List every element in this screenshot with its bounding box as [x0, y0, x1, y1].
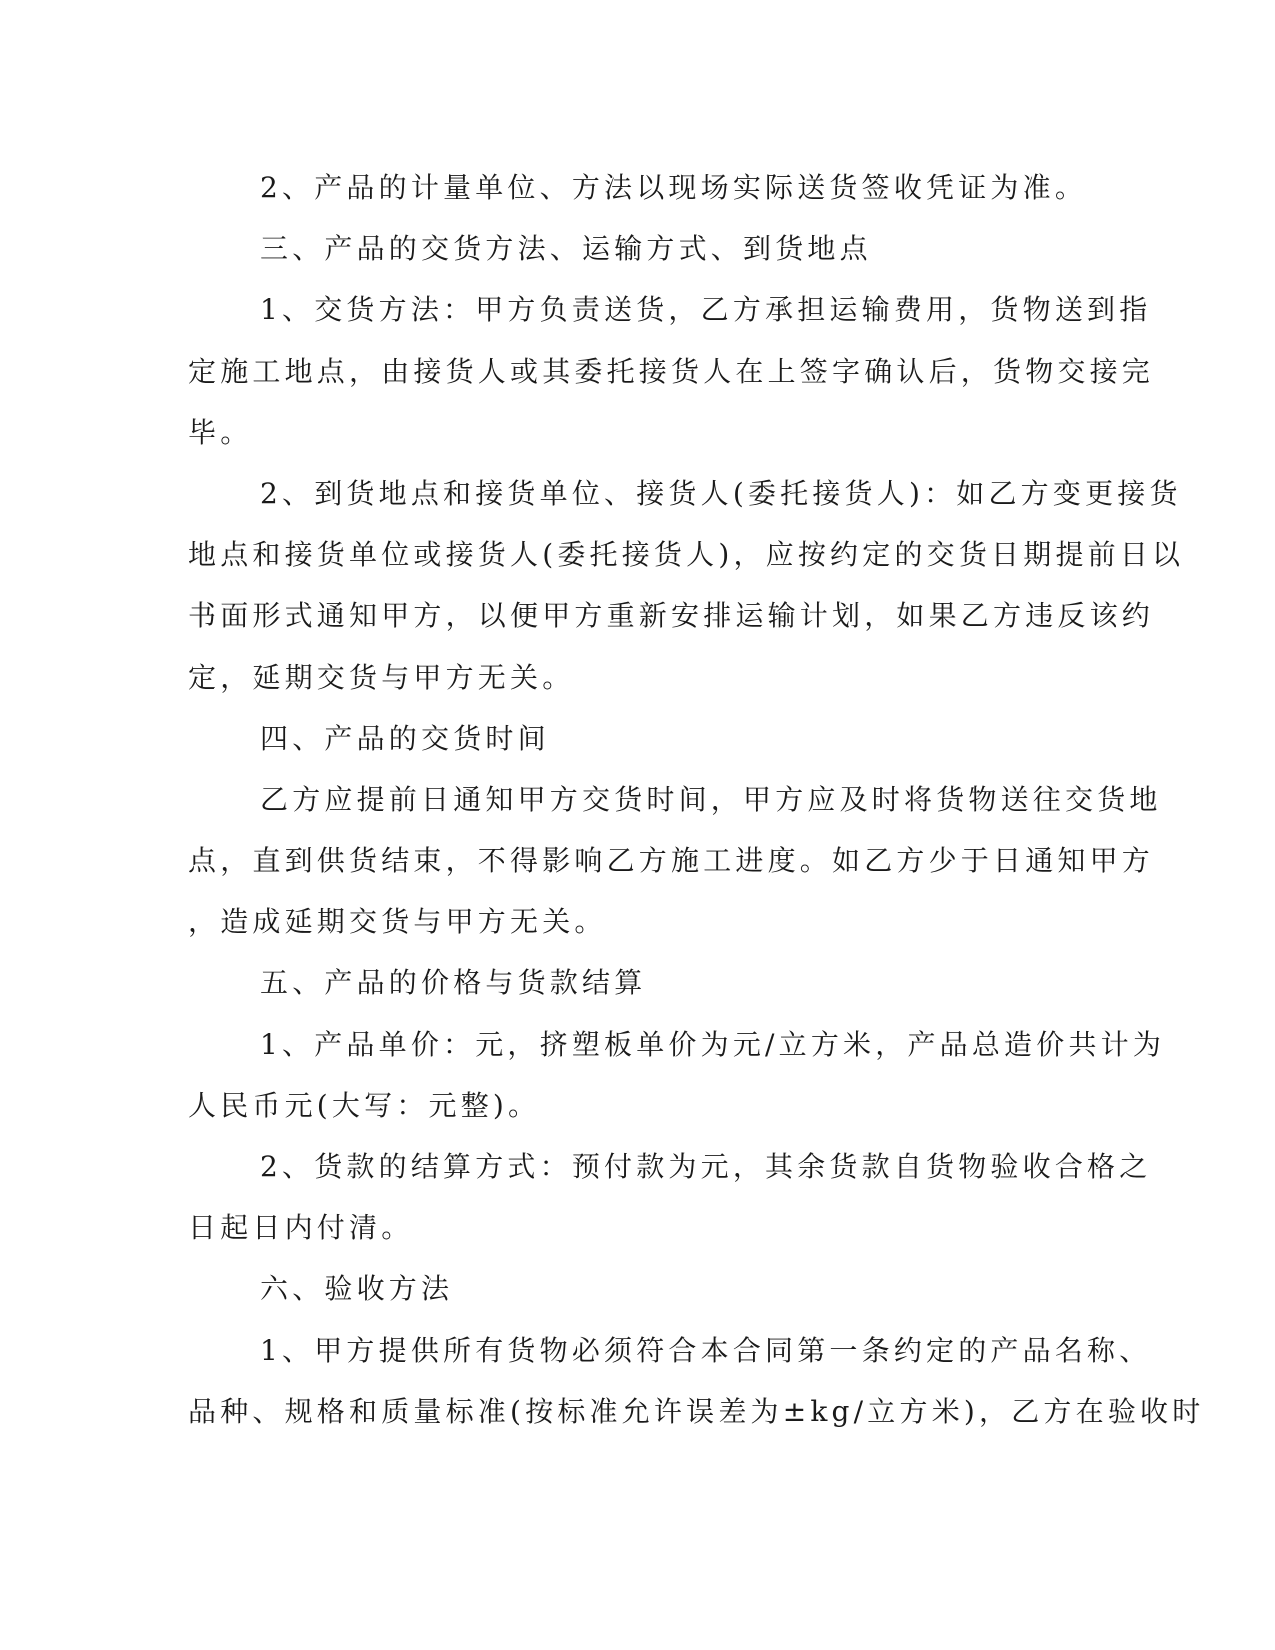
clause-1-unit-price-end: 人民币元(大写：元整)。 [188, 1088, 541, 1122]
section-heading-4: 四、产品的交货时间 [260, 721, 550, 755]
section-heading-5: 五、产品的价格与货款结算 [260, 966, 647, 1000]
clause-1-delivery-method-cont: 定施工地点，由接货人或其委托接货人在上签字确认后，货物交接完 [188, 354, 1155, 388]
section-heading-3: 三、产品的交货方法、运输方式、到货地点 [260, 232, 872, 266]
clause-2-delivery-location-cont-2: 书面形式通知甲方，以便甲方重新安排运输计划，如果乙方违反该约 [188, 599, 1155, 633]
clause-1-delivery-method: 1、交货方法：甲方负责送货，乙方承担运输费用，货物送到指 [260, 293, 1152, 327]
clause-2-settlement: 2、货款的结算方式：预付款为元，其余货款自货物验收合格之 [260, 1150, 1152, 1183]
clause-2-delivery-location-cont-1: 地点和接货单位或接货人(委托接货人)，应按约定的交货日期提前日以 [188, 538, 1185, 572]
clause-1-acceptance: 1、甲方提供所有货物必须符合本合同第一条约定的产品名称、 [260, 1333, 1152, 1367]
clause-2-settlement-end: 日起日内付清。 [188, 1211, 414, 1245]
clause-2-delivery-location-end: 定，延期交货与甲方无关。 [188, 660, 575, 694]
section-heading-6: 六、验收方法 [260, 1272, 454, 1306]
clause-delivery-time-end: ，造成延期交货与甲方无关。 [188, 905, 607, 939]
clause-2-measurement: 2、产品的计量单位、方法以现场实际送货签收凭证为准。 [260, 171, 1088, 204]
clause-delivery-time-cont: 点，直到供货结束，不得影响乙方施工进度。如乙方少于日通知甲方 [188, 844, 1155, 878]
clause-delivery-time: 乙方应提前日通知甲方交货时间，甲方应及时将货物送往交货地 [260, 782, 1162, 816]
clause-1-unit-price: 1、产品单价：元，挤塑板单价为元/立方米，产品总造价共计为 [260, 1027, 1166, 1061]
clause-1-delivery-method-end: 毕。 [188, 415, 253, 449]
document-body [188, 157, 1205, 1442]
clause-1-acceptance-cont: 品种、规格和质量标准(按标准允许误差为±kg/立方米)，乙方在验收时 [188, 1394, 1205, 1428]
clause-2-delivery-location: 2、到货地点和接货单位、接货人(委托接货人)：如乙方变更接货 [260, 476, 1182, 510]
